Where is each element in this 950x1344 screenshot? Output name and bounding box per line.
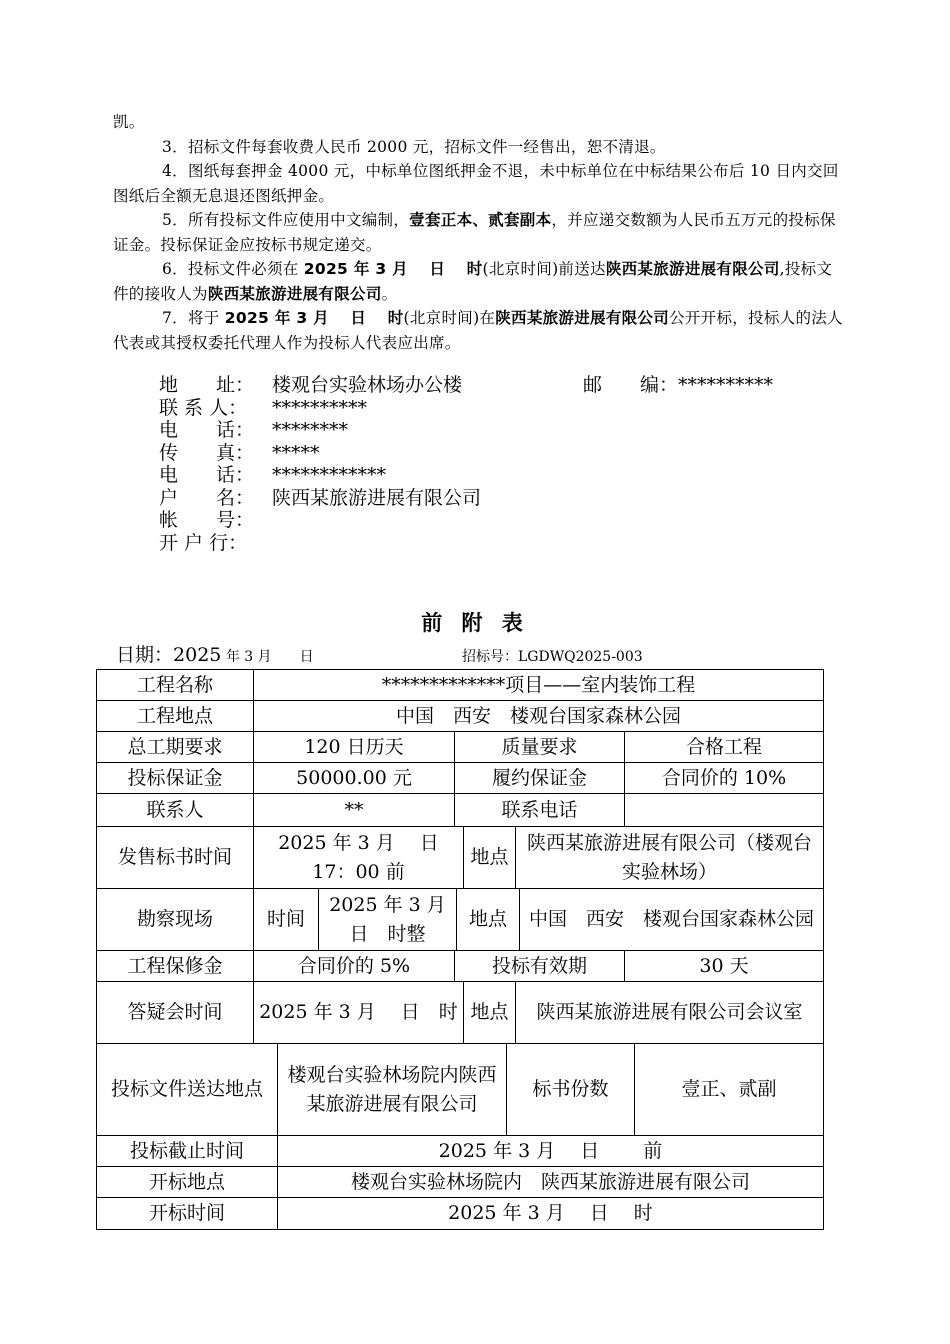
cell-label: 勘察现场 xyxy=(97,889,254,951)
cell-label: 质量要求 xyxy=(455,732,625,763)
table-row xyxy=(97,1167,824,1198)
cell-value: 合格工程 xyxy=(625,732,824,763)
cell-value: ** xyxy=(254,794,455,827)
table-row xyxy=(97,794,824,827)
notice-body xyxy=(113,110,845,355)
cell-label: 联系电话 xyxy=(455,794,625,827)
appendix-table-upper xyxy=(96,669,824,827)
cell-label: 投标文件送达地点 xyxy=(97,1044,278,1136)
cell-value: 合同价的 10% xyxy=(625,763,824,794)
cell-label: 投标保证金 xyxy=(97,763,254,794)
cell-label: 联系人 xyxy=(97,794,254,827)
cell-label: 工程名称 xyxy=(97,670,254,701)
cell-label: 总工期要求 xyxy=(97,732,254,763)
cell-value: 120 日历天 xyxy=(254,732,455,763)
contact-account-number: 帐 号： xyxy=(159,509,255,531)
cell-label: 开标地点 xyxy=(97,1167,278,1198)
cell-value: 50000.00 元 xyxy=(254,763,455,794)
cell-label: 投标截止时间 xyxy=(97,1136,278,1167)
contact-phone-2: 电 话： ************ xyxy=(159,464,386,486)
table-row xyxy=(97,827,824,889)
table-row xyxy=(97,732,824,763)
cell-label: 发售标书时间 xyxy=(97,827,254,889)
table-row xyxy=(97,701,824,732)
cell-value: 2025 年 3 月 日 时 xyxy=(254,982,464,1044)
appendix-date: 日期：2025 年 3 月 日 xyxy=(116,644,314,666)
table-row xyxy=(97,1136,824,1167)
contact-bank: 开 户 行： xyxy=(159,531,248,554)
cell-value: 陕西某旅游进展有限公司（楼观台实验林场） xyxy=(516,827,824,889)
cell-value: 楼观台实验林场院内 陕西某旅游进展有限公司 xyxy=(278,1167,824,1198)
table-row xyxy=(97,982,824,1044)
bid-number: 招标号：LGDWQ2025-003 xyxy=(462,649,643,665)
table-row xyxy=(97,670,824,701)
cell-label: 工程保修金 xyxy=(97,951,254,982)
cell-label: 标书份数 xyxy=(507,1044,635,1136)
paragraph-item-6: 6．投标文件必须在 2025 年 3 月 日 时(北京时间)前送达陕西某旅游进展有限公司,投标文件的接收人为陕西某旅游进展有限公司。 xyxy=(113,260,833,303)
cell-label: 时间 xyxy=(254,889,319,951)
cell-value: 2025 年 3 月 日 时 xyxy=(278,1198,824,1230)
cell-value: 2025 年 3 月 日 时整 xyxy=(319,889,457,951)
contact-fax: 传 真： ***** xyxy=(159,441,320,464)
cell-label: 地点 xyxy=(457,889,520,951)
appendix-table-delivery xyxy=(96,1043,824,1136)
cell-value: 2025 年 3 月 日 17：00 前 xyxy=(254,827,464,889)
appendix-table-warranty xyxy=(96,950,824,982)
contact-phone: 电 话： ******** xyxy=(159,419,348,441)
table-row xyxy=(97,951,824,982)
table-row xyxy=(97,1044,824,1136)
paragraph-item-4: 4．图纸每套押金 4000 元，中标单位图纸押金不退，未中标单位在中标结果公布后 10 日内交回图纸后全额无息退还图纸押金。 xyxy=(113,162,839,205)
paragraph-item-5: 5．所有投标文件应使用中文编制，壹套正本、贰套副本，并应递交数额为人民币五万元的投标保证金。投标保证金应按标书规定递交。 xyxy=(113,211,836,254)
cell-value: 壹正、贰副 xyxy=(635,1044,824,1136)
cell-value: 30 天 xyxy=(625,951,824,982)
appendix-table-sale xyxy=(96,826,824,889)
cell-label: 履约保证金 xyxy=(455,763,625,794)
cell-label: 工程地点 xyxy=(97,701,254,732)
table-row xyxy=(97,763,824,794)
cell-label: 答疑会时间 xyxy=(97,982,254,1044)
cell-value: 中国 西安 楼观台国家森林公园 xyxy=(254,701,824,732)
cell-label: 开标时间 xyxy=(97,1198,278,1230)
cell-label: 地点 xyxy=(464,982,516,1044)
paragraph-item-7: 7．将于 2025 年 3 月 日 时(北京时间)在陕西某旅游进展有限公司公开开标，投标人的法人代表或其授权委托代理人作为投标人代表应出席。 xyxy=(113,309,843,352)
cell-label: 地点 xyxy=(464,827,516,889)
appendix-table-survey xyxy=(96,888,824,951)
cell-value xyxy=(625,794,824,827)
table-row xyxy=(97,1198,824,1230)
appendix-title: 前 附 表 xyxy=(421,611,529,635)
cell-value: 楼观台实验林场院内陕西某旅游进展有限公司 xyxy=(278,1044,507,1136)
table-row xyxy=(97,889,824,951)
cell-value: 2025 年 3 月 日 前 xyxy=(278,1136,824,1167)
contact-account-name: 户 名： 陕西某旅游进展有限公司 xyxy=(159,486,482,509)
cell-label: 投标有效期 xyxy=(455,951,625,982)
appendix-table-qa xyxy=(96,981,824,1044)
contact-address: 地 址： 楼观台实验林场办公楼 邮 编：********** xyxy=(159,374,774,396)
paragraph-item-3: 3．招标文件每套收费人民币 2000 元，招标文件一经售出，恕不清退。 xyxy=(162,137,666,156)
cell-value: 合同价的 5% xyxy=(254,951,455,982)
cell-value: 中国 西安 楼观台国家森林公园 xyxy=(520,889,824,951)
contact-block xyxy=(159,374,774,554)
appendix-table-opening xyxy=(96,1135,824,1230)
paragraph-tail: 凯。 xyxy=(113,113,145,131)
cell-value: 陕西某旅游进展有限公司会议室 xyxy=(516,982,824,1044)
contact-postal: 邮 编：********** xyxy=(583,374,774,396)
cell-value: *************项目——室内装饰工程 xyxy=(254,670,824,701)
contact-person: 联 系 人： ********** xyxy=(159,396,367,419)
